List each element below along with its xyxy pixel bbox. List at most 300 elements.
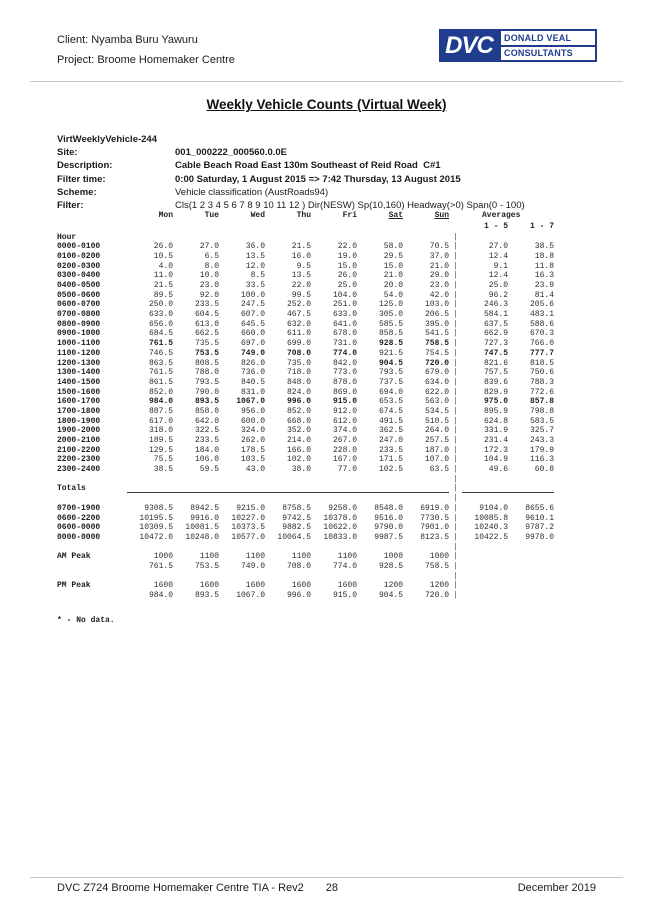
hour-column-header: Hour [57,232,77,242]
count-value: 697.0 [240,339,265,349]
count-value: 49.6 [488,465,508,475]
total-value: 8655.6 [525,503,554,513]
table-cell [508,475,554,485]
count-value: 92.0 [199,290,219,300]
total-value: 10064.5 [277,532,311,542]
table-cell [311,572,357,582]
meta-row-description [57,159,525,172]
count-value: 13.5 [291,271,311,281]
client-project-block [57,30,235,70]
day-column-header: Mon [158,211,173,220]
column-separator-bar: | [453,281,458,291]
count-value: 99.5 [291,290,311,300]
count-value: 510.5 [424,416,449,426]
count-value: 662.5 [194,329,219,339]
peak-value: 720.0 [424,591,449,601]
table-cell [57,475,127,485]
peak-value: 749.0 [240,561,265,571]
count-value: 8.0 [204,261,219,271]
count-value: 103.0 [424,300,449,310]
count-value: 617.0 [148,416,173,426]
total-value: 9104.0 [479,503,508,513]
totals-heading: Totals [57,484,86,494]
peak-value: 1067.0 [236,591,265,601]
count-value: 75.5 [153,455,173,465]
count-value: 534.5 [424,406,449,416]
hour-range-label: 0100-0200 [57,251,101,261]
count-value: 604.5 [194,310,219,320]
column-separator-bar: | [453,484,458,494]
count-value: 60.8 [534,465,554,475]
table-row [57,397,554,407]
table-cell [173,572,219,582]
table-row [57,475,554,485]
total-value: 7730.5 [420,513,449,523]
table-body [57,211,554,601]
report-metadata [57,133,525,212]
count-value: 247.0 [378,436,403,446]
column-separator-bar: | [453,290,458,300]
table-cell [311,475,357,485]
table-cell [508,572,554,582]
table-row [57,378,554,388]
table-row [57,504,554,514]
table-row [57,262,554,272]
count-value: 233.5 [194,300,219,310]
count-value: 632.0 [286,319,311,329]
hour-range-label: 2200-2300 [57,455,101,465]
column-separator-bar: | [453,552,458,562]
table-row [57,368,554,378]
totals-range-label: 0000-0000 [57,532,101,542]
column-separator-bar: | [453,455,458,465]
hour-range-label: 1900-2000 [57,426,101,436]
table-cell [57,572,127,582]
count-value: 467.5 [286,310,311,320]
peak-hour: 1100 [245,552,265,562]
table-cell [462,552,508,562]
count-value: 826.0 [240,358,265,368]
count-value: 21.5 [153,281,173,291]
count-value: 588.6 [529,319,554,329]
table-cell [127,475,173,485]
hour-range-label: 1400-1500 [57,377,101,387]
count-value: 790.0 [194,387,219,397]
total-value: 10422.5 [474,532,508,542]
total-value: 9787.2 [525,523,554,533]
count-value: 684.5 [148,329,173,339]
count-value: 13.5 [245,251,265,261]
count-value: 172.3 [483,445,508,455]
day-column-header: Thu [296,211,311,220]
count-value: 20.0 [383,281,403,291]
count-value: 331.9 [483,426,508,436]
total-value: 10240.3 [474,523,508,533]
hour-range-label: 2000-2100 [57,436,101,446]
averages-subheader: 1 - 7 [529,221,554,231]
table-cell [311,543,357,553]
count-value: 788.0 [194,368,219,378]
peak-value: 753.5 [194,561,219,571]
count-value: 11.0 [153,271,173,281]
count-value: 848.0 [286,377,311,387]
peak-value: 996.0 [286,591,311,601]
table-cell [508,552,554,562]
table-row [57,455,554,465]
column-separator-bar: | [453,591,458,601]
count-value: 247.5 [240,300,265,310]
table-row [57,359,554,369]
total-value: 9308.5 [144,503,173,513]
count-value: 737.5 [378,377,403,387]
count-value: 214.0 [286,436,311,446]
table-cell [403,543,449,553]
column-separator-bar: | [453,561,458,571]
total-value: 9258.0 [328,503,357,513]
table-row [57,581,554,591]
total-value: 10195.5 [139,513,173,523]
hour-range-label: 1800-1900 [57,416,101,426]
count-value: 585.5 [378,319,403,329]
day-column-header: Fri [342,211,357,220]
table-row [57,494,554,504]
column-separator-bar: | [453,251,458,261]
count-value: 102.5 [378,465,403,475]
count-value: 189.5 [148,436,173,446]
column-separator-bar: | [453,406,458,416]
count-value: 708.0 [286,348,311,358]
total-value: 9790.0 [374,523,403,533]
table-cell [57,562,127,572]
peak-value: 915.0 [332,591,357,601]
count-value: 915.0 [332,397,357,407]
count-value: 12.4 [488,271,508,281]
count-value: 318.0 [148,426,173,436]
count-value: 633.0 [148,310,173,320]
table-cell [508,562,554,572]
table-row [57,310,554,320]
peak-hour: 1600 [337,581,357,591]
peak-value: 758.5 [424,561,449,571]
column-separator-bar: | [453,426,458,436]
table-row [57,514,554,524]
total-value: 8758.5 [282,503,311,513]
table-row [57,426,554,436]
count-value: 584.1 [483,310,508,320]
table-cell [219,572,265,582]
count-value: 736.0 [240,368,265,378]
project-line: Project: Broome Homemaker Centre [57,54,235,66]
count-value: 231.4 [483,436,508,446]
hour-range-label: 2300-2400 [57,465,101,475]
count-value: 808.5 [194,358,219,368]
column-separator-bar: | [453,310,458,320]
count-value: 251.0 [332,300,357,310]
count-value: 21.0 [383,271,403,281]
logo-line1: DONALD VEAL [504,32,572,43]
count-value: 869.0 [332,387,357,397]
count-value: 921.5 [378,348,403,358]
count-value: 29.0 [429,271,449,281]
count-value: 106.0 [194,455,219,465]
peak-value: 928.5 [378,561,403,571]
count-value: 103.5 [240,455,265,465]
column-separator-bar: | [453,387,458,397]
column-separator-bar: | [453,571,458,581]
total-value: 10378.0 [323,513,357,523]
table-row [57,300,554,310]
count-value: 267.0 [332,436,357,446]
count-value: 43.0 [245,465,265,475]
count-value: 18.8 [534,251,554,261]
table-cell [57,591,127,601]
footer-divider [30,877,623,878]
count-value: 322.5 [194,426,219,436]
column-separator-bar: | [453,416,458,426]
peak-value: 708.0 [286,561,311,571]
count-value: 26.0 [337,271,357,281]
table-row [57,533,554,543]
vehicle-counts-table [57,211,554,625]
table-cell [508,591,554,601]
table-cell [127,494,173,504]
count-value: 22.0 [291,281,311,291]
table-cell [265,233,311,243]
count-value: 54.0 [383,290,403,300]
count-value: 824.0 [286,387,311,397]
count-value: 624.8 [483,416,508,426]
footer-document-title: DVC Z724 Broome Homemaker Centre TIA - Rev2 [57,882,304,894]
count-value: 718.0 [286,368,311,378]
count-value: 324.0 [240,426,265,436]
hour-range-label: 1100-1200 [57,348,101,358]
meta-row-site [57,146,525,159]
count-value: 694.0 [378,387,403,397]
count-value: 641.0 [332,319,357,329]
table-cell [403,222,449,233]
table-row [57,523,554,533]
total-value: 9916.0 [190,513,219,523]
day-column-header: Wed [250,211,265,220]
peak-hour: 1200 [383,581,403,591]
table-cell [173,233,219,243]
peak-hour: 1600 [245,581,265,591]
count-value: 11.8 [534,261,554,271]
table-cell [462,591,508,601]
count-value: 583.5 [529,416,554,426]
table-row [57,281,554,291]
day-column-header: Tue [204,211,219,220]
table-cell [462,572,508,582]
count-value: 36.0 [245,242,265,252]
count-value: 956.0 [240,406,265,416]
count-value: 16.0 [291,251,311,261]
count-value: 720.0 [424,358,449,368]
count-value: 178.5 [240,445,265,455]
count-value: 793.5 [194,377,219,387]
client-line: Client: Nyamba Buru Yawuru [57,34,198,46]
page-footer [57,882,596,894]
count-value: 104.0 [332,290,357,300]
table-cell [403,572,449,582]
total-value: 6919.0 [420,503,449,513]
count-value: 37.0 [429,251,449,261]
count-value: 633.0 [332,310,357,320]
column-separator-bar: | [453,397,458,407]
total-value: 8548.0 [374,503,403,513]
column-separator-bar: | [453,494,458,504]
count-value: 612.0 [332,416,357,426]
table-cell [57,494,127,504]
count-value: 16.3 [534,271,554,281]
count-value: 23.9 [534,281,554,291]
table-row [57,211,554,222]
table-cell [219,222,265,233]
footer-spacer [338,882,518,894]
total-value: 9742.5 [282,513,311,523]
table-row [57,252,554,262]
count-value: 757.5 [483,368,508,378]
peak-hour: 1600 [291,581,311,591]
table-cell [449,222,462,233]
count-value: 727.3 [483,339,508,349]
count-value: 81.4 [534,290,554,300]
peak-value: 904.5 [378,591,403,601]
count-value: 116.3 [529,455,554,465]
count-value: 622.0 [424,387,449,397]
peak-hour: 1100 [291,552,311,562]
count-value: 171.5 [378,455,403,465]
total-value: 10622.0 [323,523,357,533]
hour-range-label: 0400-0500 [57,281,101,291]
table-cell [357,475,403,485]
count-value: 761.5 [148,368,173,378]
table-cell [265,572,311,582]
count-value: 257.5 [424,436,449,446]
count-value: 793.5 [378,368,403,378]
count-value: 887.5 [148,406,173,416]
count-value: 996.0 [286,397,311,407]
count-value: 23.0 [429,281,449,291]
count-value: 858.5 [378,329,403,339]
table-cell [462,562,508,572]
count-value: 27.0 [488,242,508,252]
count-value: 38.5 [153,465,173,475]
table-cell [449,211,462,222]
table-row [57,291,554,301]
column-separator-bar: | [453,474,458,484]
meta-row-filter-time [57,173,525,186]
table-row [57,349,554,359]
count-value: 600.0 [240,416,265,426]
count-value: 660.0 [240,329,265,339]
count-value: 928.5 [378,339,403,349]
count-value: 9.1 [493,261,508,271]
hour-range-label: 1200-1300 [57,358,101,368]
count-value: 206.5 [424,310,449,320]
count-value: 58.0 [383,242,403,252]
count-value: 42.0 [429,290,449,300]
totals-range-label: 0600-2200 [57,513,101,523]
peak-label: PM Peak [57,581,91,591]
count-value: 33.5 [245,281,265,291]
count-value: 821.6 [483,358,508,368]
count-value: 772.6 [529,387,554,397]
total-value: 10577.0 [231,532,265,542]
hour-range-label: 0000-0100 [57,242,101,252]
table-cell [173,543,219,553]
table-cell [357,494,403,504]
total-value: 10309.5 [139,523,173,533]
table-row [57,572,554,582]
count-value: 21.0 [429,261,449,271]
count-value: 857.8 [529,397,554,407]
meta-value: Cls(1 2 3 4 5 6 7 8 9 10 11 12 ) Dir(NESW) Sp(10,160) Headway(>0) Span(0 - 100) [175,200,525,212]
count-value: 23.0 [199,281,219,291]
count-value: 774.0 [332,348,357,358]
column-separator-bar: | [453,503,458,513]
averages-subheader: 1 - 5 [483,221,508,231]
table-cell [403,233,449,243]
column-separator-bar: | [453,232,458,242]
count-value: 679.0 [424,368,449,378]
count-value: 362.5 [378,426,403,436]
count-value: 6.5 [204,251,219,261]
meta-value: Cable Beach Road East 130m Southeast of Reid Road C#1 [175,160,441,172]
logo-line2: CONSULTANTS [501,45,595,61]
count-value: 895.9 [483,406,508,416]
peak-hour: 1100 [199,552,219,562]
count-value: 777.7 [529,348,554,358]
count-value: 15.0 [337,261,357,271]
count-value: 22.0 [337,242,357,252]
count-value: 167.0 [332,455,357,465]
table-row [57,222,554,233]
table-cell [357,543,403,553]
header-divider [30,81,623,82]
count-value: 674.5 [378,406,403,416]
table-cell [219,475,265,485]
count-value: 491.5 [378,416,403,426]
count-value: 305.0 [378,310,403,320]
count-value: 374.0 [332,426,357,436]
count-value: 984.0 [148,397,173,407]
column-separator-bar: | [453,339,458,349]
peak-hour: 1100 [337,552,357,562]
count-value: 250.0 [148,300,173,310]
column-separator-bar: | [453,532,458,542]
count-value: 9.5 [296,261,311,271]
table-row [57,233,554,243]
hour-range-label: 0900-1000 [57,329,101,339]
count-value: 668.0 [286,416,311,426]
count-value: 831.0 [240,387,265,397]
meta-value: Vehicle classification (AustRoads94) [175,186,329,198]
meta-label: Site: [57,147,78,159]
count-value: 1067.0 [236,397,265,407]
count-value: 852.0 [148,387,173,397]
table-cell [127,233,173,243]
count-value: 634.0 [424,377,449,387]
day-column-header: Sat [388,211,403,220]
meta-value: 0:00 Saturday, 1 August 2015 => 7:42 Thursday, 13 August 2015 [175,173,461,185]
count-value: 27.0 [199,242,219,252]
table-cell [265,494,311,504]
no-data-footnote: * - No data. [57,615,115,625]
table-cell [127,543,173,553]
column-separator-bar: | [453,329,458,339]
total-value: 10833.0 [323,532,357,542]
